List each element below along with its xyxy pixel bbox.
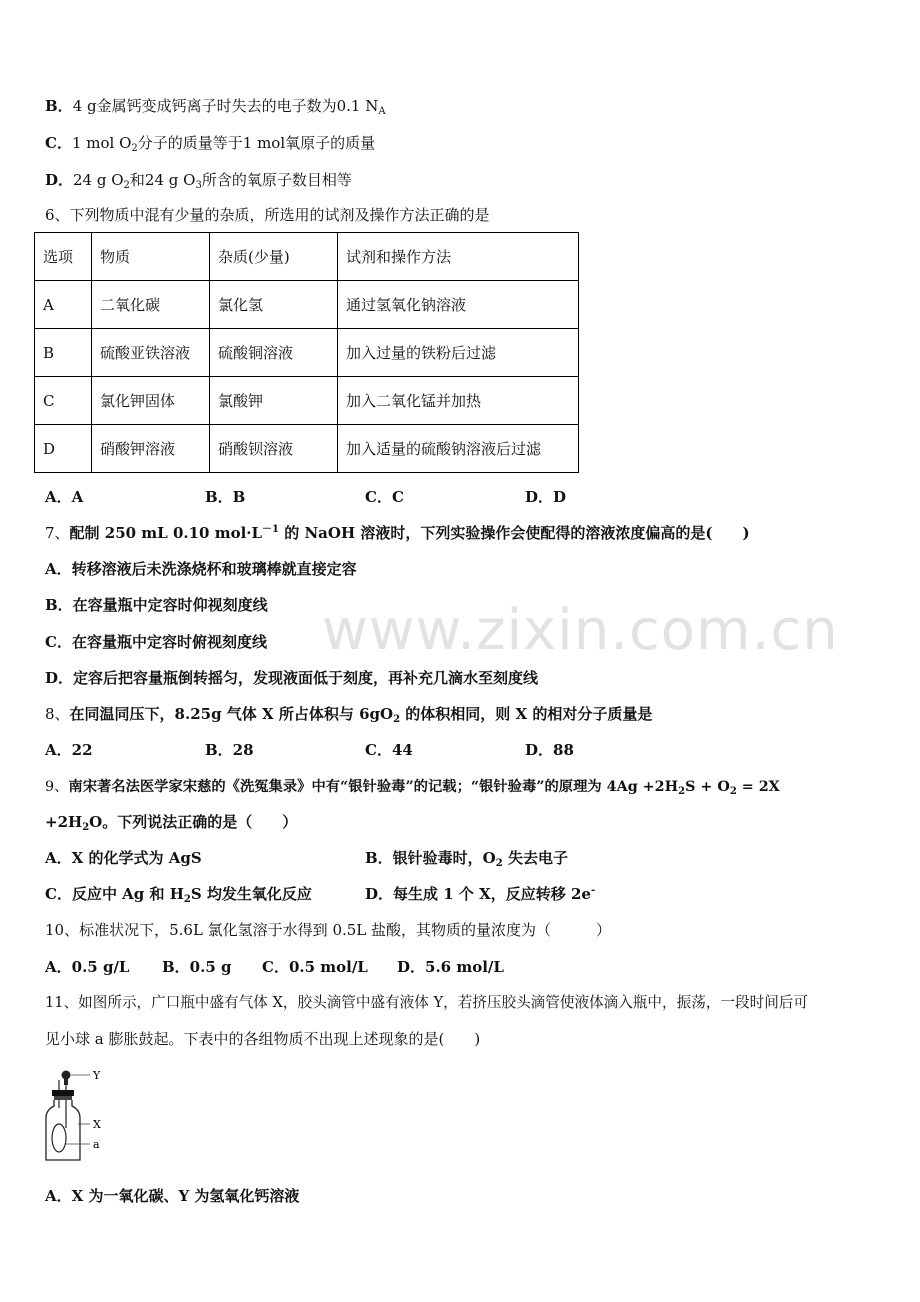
q7-option-c: C．在容量瓶中定容时俯视刻度线	[45, 633, 267, 651]
q10-option-c: C．0.5 mol/L	[262, 958, 368, 976]
table-cell: 通过氢氧化钠溶液	[338, 281, 579, 329]
table-header-cell: 杂质(少量)	[210, 233, 338, 281]
wide-mouth-bottle	[46, 1100, 80, 1160]
q8-option-d: D．88	[525, 741, 574, 759]
stopper-lower	[54, 1096, 72, 1100]
q9-stem-line1: 9、南宋著名法医学家宋慈的《洗冤集录》中有“银针验毒”的记载；“银针验毒”的原理为 $4Ag +2H_2S + O_2 = 2X$	[45, 779, 780, 797]
q8-option-b: B．28	[205, 741, 254, 759]
table-cell: 加入二氧化锰并加热	[338, 377, 579, 425]
table-cell: 氯酸钾	[210, 377, 338, 425]
q9-option-b: B．银针验毒时，$O_2$ 失去电子	[365, 849, 568, 869]
q10-option-d: D．5.6 mol/L	[397, 958, 504, 976]
balloon-a	[52, 1124, 66, 1152]
table-header-cell: 选项	[35, 233, 92, 281]
q7-option-a: A．转移溶液后未洗涤烧杯和玻璃棒就直接定容	[45, 560, 357, 578]
q11-option-a: A．X 为一氧化碳、Y 为氢氧化钙溶液	[45, 1187, 300, 1205]
table-row	[35, 377, 579, 425]
q11-stem-line2: 见小球 a 膨胀鼓起。下表中的各组物质不出现上述现象的是( )	[45, 1030, 481, 1048]
q5-option-b: B．4 g金属钙变成钙离子时失去的电子数为0.1 $N_A$	[45, 97, 386, 117]
table-cell: 硝酸钡溶液	[210, 425, 338, 473]
table-cell: 硫酸亚铁溶液	[92, 329, 210, 377]
table-cell: 硫酸铜溶液	[210, 329, 338, 377]
q5-option-c: C．1 mol $O_2$分子的质量等于1 mol氧原子的质量	[45, 134, 376, 154]
label-a: a	[93, 1138, 100, 1151]
dropper-neck	[64, 1079, 68, 1085]
q8-option-c: C．44	[365, 741, 413, 759]
q9-option-d: D．每生成 1 个 X，反应转移 2e-	[365, 885, 596, 903]
label-y: Y	[93, 1069, 101, 1082]
table-cell: A	[35, 281, 92, 329]
q11-apparatus-figure	[40, 1066, 110, 1166]
table-cell: 加入适量的硫酸钠溶液后过滤	[338, 425, 579, 473]
q8-option-a: A．22	[45, 741, 93, 759]
q6-stem: 6、下列物质中混有少量的杂质，所选用的试剂及操作方法正确的是	[45, 206, 490, 224]
q5-option-d: D．24 g $O_2$和24 g $O_3$所含的氧原子数目相等	[45, 171, 352, 191]
q6-option-b: B．B	[205, 488, 246, 506]
q7-option-b: B．在容量瓶中定容时仰视刻度线	[45, 596, 268, 614]
q7-option-d: D．定容后把容量瓶倒转摇匀，发现液面低于刻度，再补充几滴水至刻度线	[45, 669, 539, 687]
dropper-bulb	[62, 1071, 71, 1080]
table-cell: 硝酸钾溶液	[92, 425, 210, 473]
table-header-row	[35, 233, 579, 281]
table-cell: B	[35, 329, 92, 377]
q6-table	[34, 232, 579, 473]
table-row	[35, 281, 579, 329]
table-header-cell: 试剂和操作方法	[338, 233, 579, 281]
stopper	[52, 1090, 74, 1096]
q6-option-a: A．A	[45, 488, 84, 506]
table-cell: D	[35, 425, 92, 473]
table-cell: 氯化氢	[210, 281, 338, 329]
table-cell: 氯化钾固体	[92, 377, 210, 425]
q11-stem-line1: 11、如图所示，广口瓶中盛有气体 X，胶头滴管中盛有液体 Y，若挤压胶头滴管使液体滴入瓶中，振荡，一段时间后可	[45, 994, 808, 1011]
table-row	[35, 329, 579, 377]
table-row	[35, 425, 579, 473]
table-cell: 加入过量的铁粉后过滤	[338, 329, 579, 377]
q10-stem: 10、标准状况下，5.6L 氯化氢溶于水得到 0.5L 盐酸，其物质的量浓度为（ ）	[45, 921, 612, 939]
q10-option-b: B．0.5 g	[162, 958, 232, 976]
q6-option-d: D．D	[525, 488, 567, 506]
table-header-cell: 物质	[92, 233, 210, 281]
label-x: X	[93, 1118, 101, 1131]
q9-stem-line2: $+2H_2O$。下列说法正确的是（ ）	[45, 813, 298, 833]
watermark: www.zixin.com.cn	[322, 598, 839, 663]
table-cell: C	[35, 377, 92, 425]
q7-stem: 7、配制 250 mL 0.10 $mol\cdot L^{-1}$ 的 NaOH 溶液时，下列实验操作会使配得的溶液浓度偏高的是( )	[45, 524, 750, 542]
q9-option-a: A．X 的化学式为 AgS	[45, 849, 202, 867]
q9-option-c: C．反应中 Ag 和 $H_2S$ 均发生氧化反应	[45, 885, 312, 905]
q8-stem: 8、在同温同压下，8.25g 气体 X 所占体积与 $6gO_2$ 的体积相同，则 X 的相对分子质量是	[45, 705, 653, 725]
table-cell: 二氧化碳	[92, 281, 210, 329]
q10-option-a: A．0.5 g/L	[45, 958, 130, 976]
q6-option-c: C．C	[365, 488, 404, 506]
